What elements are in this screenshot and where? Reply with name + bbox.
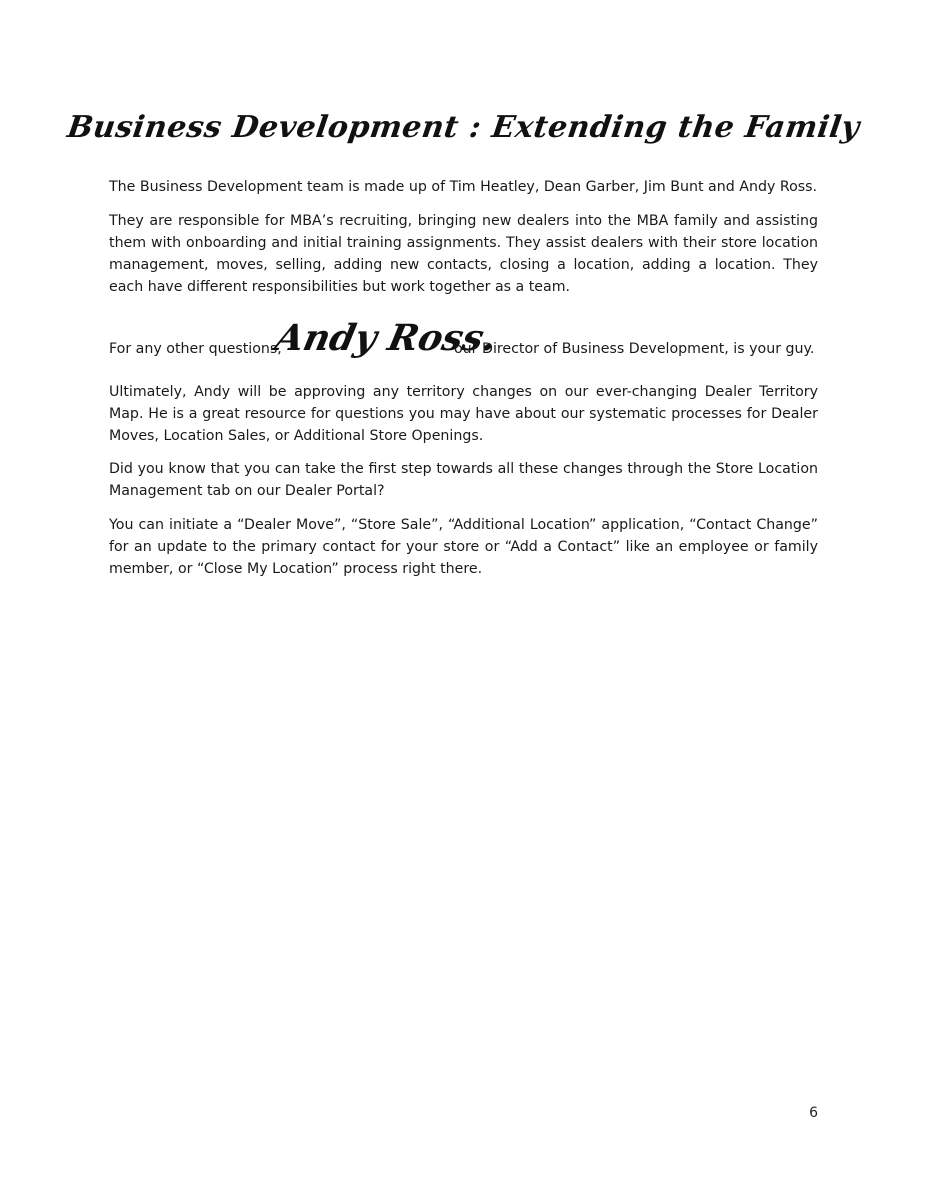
director-signature: Andy Ross. — [271, 317, 501, 359]
page-number: 6 — [809, 1105, 818, 1121]
paragraph-territory: Ultimately, Andy will be approving any territory changes on our ever-changing Dealer Territory Map. He is a great resource for questions you may have about our systematic processes for Dealer Moves, Location Sales, or Additional Store Openings. — [109, 384, 818, 444]
paragraph-director — [109, 316, 818, 360]
page-title: Business Development : Extending the Family — [65, 110, 862, 145]
director-line-tail: our Director of Business Development, is your guy. — [454, 341, 815, 357]
paragraph-portal: Did you know that you can take the first step towards all these changes through the Store Location Management tab on our Dealer Portal? — [109, 461, 818, 499]
paragraph-team-members: The Business Development team is made up of Tim Heatley, Dean Garber, Jim Bunt and Andy Ross. — [109, 179, 818, 195]
director-line-lead: For any other questions, — [109, 341, 282, 357]
paragraph-responsibilities: They are responsible for MBA’s recruiting, bringing new dealers into the MBA family and assisting them with onboarding and initial training assignments. They assist dealers with their store location management, moves, selling, adding new contacts, closing a location, adding a location. They each have different responsibilities but work together as a team. — [109, 213, 818, 295]
paragraph-processes: You can initiate a “Dealer Move”, “Store Sale”, “Additional Location” application, “Contact Change” for an update to the primary contact for your store or “Add a Contact” like an employee or family member, or “Close My Location” process right there. — [109, 517, 818, 577]
